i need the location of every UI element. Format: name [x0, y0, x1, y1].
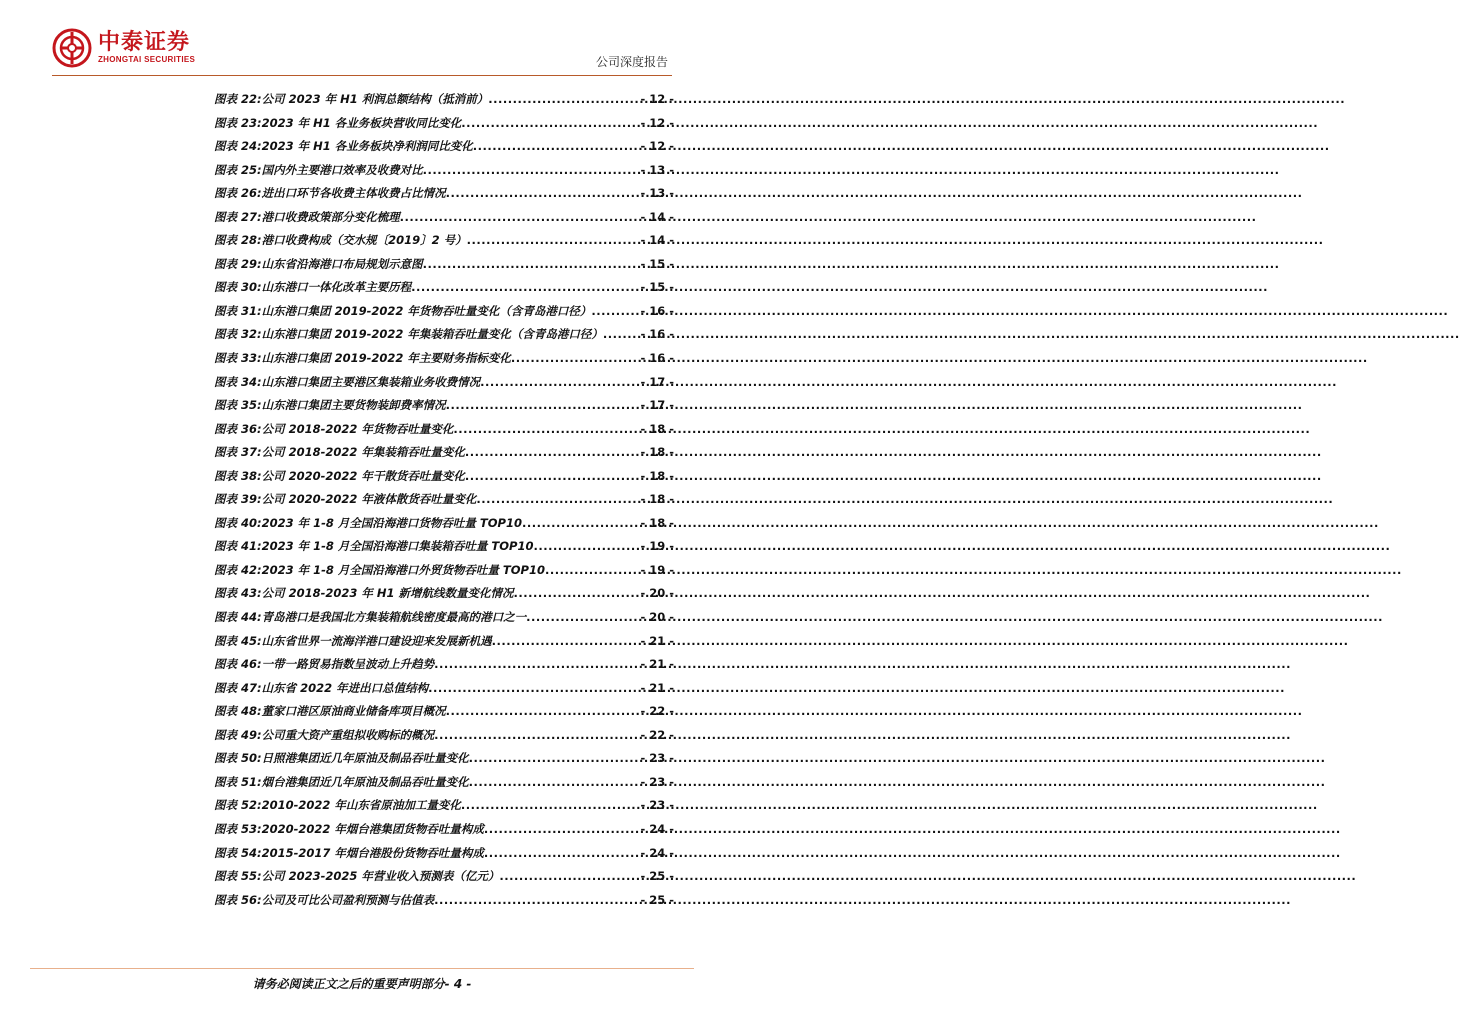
toc-entry-title: 2023 年 1-8 月全国沿海港口外贸货物吞吐量 TOP10	[261, 562, 545, 577]
toc-entry-label: 图表 52:	[214, 798, 262, 813]
toc-dot-leader	[522, 516, 640, 530]
toc-entry-label: 图表 39:	[214, 492, 262, 507]
toc-dot-leader	[411, 280, 640, 294]
brand-name-en: ZHONGTAI SECURITIES	[98, 55, 196, 64]
toc-entry-page: - 12 -	[640, 115, 674, 130]
page-header	[0, 0, 724, 80]
toc-entry[interactable]	[214, 115, 674, 139]
toc-entry-page: - 15 -	[640, 256, 674, 271]
toc-entry-page: - 20 -	[640, 610, 674, 625]
brand-logo	[52, 28, 195, 68]
toc-dot-leader	[591, 304, 640, 318]
toc-entry-title: 日照港集团近几年原油及制品吞吐量变化	[261, 751, 469, 766]
toc-entry[interactable]	[214, 185, 674, 209]
toc-entry-label: 图表 33:	[214, 351, 262, 366]
toc-entry-page: - 12 -	[640, 139, 674, 154]
toc-entry-page: - 22 -	[640, 704, 674, 719]
toc-entry[interactable]	[214, 892, 674, 916]
toc-entry-title: 公司 2018-2023 年 H1 新增航线数量变化情况	[261, 586, 514, 601]
toc-dot-leader	[499, 869, 640, 883]
toc-entry-page: - 17 -	[640, 398, 674, 413]
toc-entry-page: - 15 -	[640, 280, 674, 295]
toc-entry[interactable]	[214, 397, 674, 421]
toc-dot-leader	[434, 893, 640, 907]
toc-dot-leader	[526, 610, 640, 624]
toc-entry-label: 图表 48:	[214, 704, 262, 719]
toc-entry-page: - 19 -	[640, 539, 674, 554]
toc-dot-leader	[428, 681, 640, 695]
toc-entry-label: 图表 22:	[214, 92, 262, 106]
toc-dot-leader	[603, 327, 641, 341]
footer-divider	[30, 968, 694, 969]
toc-entry-title: 山东港口集团 2019-2022 年集装箱吞吐量变化（含青岛港口径）	[261, 327, 603, 342]
toc-entry[interactable]	[214, 656, 674, 680]
toc-entry-title: 公司及可比公司盈利预测与估值表	[261, 892, 435, 907]
page-footer	[0, 975, 724, 992]
toc-entry[interactable]	[214, 609, 674, 633]
toc-entry[interactable]	[214, 491, 674, 515]
toc-entry[interactable]	[214, 774, 674, 798]
header-divider	[52, 75, 672, 76]
toc-entry-page: - 16 -	[640, 351, 674, 366]
toc-entry[interactable]	[214, 845, 674, 869]
toc-dot-leader	[480, 375, 640, 389]
toc-dot-leader	[469, 751, 641, 765]
toc-entry-page: - 23 -	[640, 774, 674, 789]
toc-entry-page: - 18 -	[640, 445, 674, 460]
toc-entry-title: 山东港口一体化改革主要历程	[261, 280, 412, 295]
brand-name-cn: 中泰证券	[98, 30, 191, 55]
toc-entry-title: 董家口港区原油商业储备库项目概况	[261, 704, 446, 719]
toc-entry-label: 图表 51:	[214, 774, 262, 789]
toc-entry-label: 图表 41:	[214, 539, 262, 554]
toc-entry-page: - 19 -	[640, 562, 674, 577]
toc-entry[interactable]	[214, 91, 674, 115]
toc-entry-page: - 22 -	[640, 727, 674, 742]
toc-entry-title: 2010-2022 年山东省原油加工量变化	[261, 798, 461, 813]
toc-entry-label: 图表 34:	[214, 374, 262, 389]
toc-entry-title: 2023 年 H1 各业务板块营收同比变化	[261, 115, 462, 130]
toc-entry[interactable]	[214, 303, 674, 327]
toc-entry-label: 图表 28:	[214, 233, 262, 248]
toc-entry[interactable]	[214, 256, 674, 280]
toc-entry[interactable]	[214, 162, 674, 186]
footer-disclaimer: 请务必阅读正文之后的重要声明部分	[252, 977, 445, 991]
toc-entry-page: - 18 -	[640, 468, 674, 483]
figure-index-list	[214, 91, 674, 915]
toc-entry-label: 图表 45:	[214, 633, 262, 648]
toc-entry-label: 图表 38:	[214, 468, 262, 483]
toc-entry[interactable]	[214, 562, 674, 586]
toc-entry-page: - 13 -	[640, 162, 674, 177]
toc-entry[interactable]	[214, 279, 674, 303]
toc-entry-label: 图表 43:	[214, 586, 262, 601]
toc-entry-title: 2023 年 H1 各业务板块净利润同比变化	[261, 139, 473, 154]
toc-entry[interactable]	[214, 797, 674, 821]
toc-dot-leader	[492, 634, 641, 648]
toc-entry-label: 图表 25:	[214, 162, 262, 177]
toc-dot-leader	[423, 163, 641, 177]
toc-entry-title: 港口收费政策部分变化梳理	[261, 209, 400, 224]
toc-entry[interactable]	[214, 680, 674, 704]
toc-dot-leader	[467, 233, 641, 247]
toc-entry[interactable]	[214, 350, 674, 374]
toc-entry-page: - 21 -	[640, 657, 674, 672]
toc-entry[interactable]	[214, 821, 674, 845]
toc-entry-page: - 24 -	[640, 845, 674, 860]
toc-entry-title: 公司 2020-2022 年液体散货吞吐量变化	[261, 492, 477, 507]
toc-entry[interactable]	[214, 633, 674, 657]
toc-entry-title: 山东省沿海港口布局规划示意图	[261, 256, 423, 271]
toc-entry-label: 图表 42:	[214, 562, 262, 577]
toc-entry[interactable]	[214, 209, 674, 233]
toc-entry-label: 图表 29:	[214, 256, 262, 271]
toc-entry-label: 图表 40:	[214, 515, 262, 530]
toc-entry-label: 图表 36:	[214, 421, 262, 436]
toc-entry[interactable]	[214, 750, 674, 774]
toc-entry-label: 图表 53:	[214, 821, 262, 836]
toc-dot-leader	[423, 257, 641, 271]
toc-entry-title: 2023 年 1-8 月全国沿海港口集装箱吞吐量 TOP10	[261, 539, 534, 554]
toc-dot-leader	[476, 492, 640, 506]
toc-entry-label: 图表 49:	[214, 727, 262, 742]
toc-entry[interactable]	[214, 468, 674, 492]
toc-entry-page: - 14 -	[640, 233, 674, 248]
toc-entry-page: - 23 -	[640, 751, 674, 766]
toc-entry[interactable]	[214, 868, 674, 892]
toc-dot-leader	[446, 398, 641, 412]
toc-entry-label: 图表 32:	[214, 327, 262, 342]
toc-entry-page: - 25 -	[640, 892, 674, 907]
toc-entry-title: 一带一路贸易指数呈波动上升趋势	[261, 657, 435, 672]
toc-entry-label: 图表 37:	[214, 445, 262, 460]
toc-dot-leader	[473, 139, 641, 153]
toc-entry-title: 进出口环节各收费主体收费占比情况	[261, 186, 446, 201]
toc-dot-leader	[465, 445, 641, 459]
toc-dot-leader	[465, 469, 641, 483]
toc-dot-leader	[446, 186, 641, 200]
toc-entry-page: - 17 -	[640, 374, 674, 389]
toc-dot-leader	[533, 539, 640, 553]
toc-entry[interactable]	[214, 138, 674, 162]
toc-entry[interactable]	[214, 232, 674, 256]
toc-entry[interactable]	[214, 515, 674, 539]
toc-entry-page: - 16 -	[640, 327, 674, 342]
toc-entry-title: 公司重大资产重组拟收购标的概况	[261, 727, 435, 742]
toc-entry-title: 公司 2023-2025 年营业收入预测表（亿元）	[261, 869, 500, 884]
toc-entry-page: - 20 -	[640, 586, 674, 601]
toc-dot-leader	[434, 657, 640, 671]
toc-dot-leader	[511, 351, 641, 365]
toc-dot-leader	[400, 210, 641, 224]
toc-entry-label: 图表 26:	[214, 186, 262, 201]
toc-entry-title: 公司 2023 年 H1 利润总额结构（抵消前）	[261, 92, 489, 106]
toc-entry[interactable]	[214, 374, 674, 398]
toc-entry-page: - 16 -	[640, 303, 674, 318]
toc-entry[interactable]	[214, 727, 674, 751]
brand-text	[98, 31, 195, 65]
toc-entry-page: - 18 -	[640, 492, 674, 507]
toc-dot-leader	[469, 775, 641, 789]
toc-entry-page: - 12 -	[640, 92, 674, 106]
toc-entry-title: 国内外主要港口效率及收费对比	[261, 162, 423, 177]
toc-entry-label: 图表 50:	[214, 751, 262, 766]
toc-entry-title: 2020-2022 年烟台港集团货物吞吐量构成	[261, 821, 484, 836]
toc-entry[interactable]	[214, 538, 674, 562]
toc-entry-label: 图表 54:	[214, 845, 262, 860]
toc-dot-leader	[446, 704, 641, 718]
zhongtai-logo-icon	[52, 28, 92, 68]
toc-entry-page: - 23 -	[640, 798, 674, 813]
toc-dot-leader	[488, 92, 640, 106]
toc-entry-label: 图表 35:	[214, 398, 262, 413]
toc-dot-leader	[461, 798, 641, 812]
toc-entry-title: 公司 2018-2022 年货物吞吐量变化	[261, 421, 454, 436]
toc-entry-title: 山东省 2022 年进出口总值结构	[261, 680, 429, 695]
toc-entry-title: 公司 2018-2022 年集装箱吞吐量变化	[261, 445, 465, 460]
toc-entry-label: 图表 31:	[214, 303, 262, 318]
toc-dot-leader	[514, 586, 641, 600]
toc-entry-title: 山东港口集团主要货物装卸费率情况	[261, 398, 446, 413]
toc-entry-title: 2023 年 1-8 月全国沿海港口货物吞吐量 TOP10	[261, 515, 522, 530]
toc-dot-leader	[484, 822, 641, 836]
toc-entry-page: - 24 -	[640, 821, 674, 836]
toc-entry-page: - 13 -	[640, 186, 674, 201]
toc-entry-page: - 18 -	[640, 515, 674, 530]
toc-entry-label: 图表 24:	[214, 139, 262, 154]
toc-entry-title: 山东港口集团主要港区集装箱业务收费情况	[261, 374, 481, 389]
report-type: 公司深度报告	[595, 55, 668, 69]
toc-entry-label: 图表 46:	[214, 657, 262, 672]
toc-dot-leader	[434, 728, 640, 742]
toc-entry-page: - 14 -	[640, 209, 674, 224]
toc-entry-title: 公司 2020-2022 年干散货吞吐量变化	[261, 468, 465, 483]
toc-entry-label: 图表 44:	[214, 610, 262, 625]
toc-entry[interactable]	[214, 444, 674, 468]
toc-entry-title: 烟台港集团近几年原油及制品吞吐量变化	[261, 774, 469, 789]
toc-entry-label: 图表 47:	[214, 680, 262, 695]
toc-entry[interactable]	[214, 326, 674, 350]
toc-entry[interactable]	[214, 703, 674, 727]
toc-entry-title: 青岛港口是我国北方集装箱航线密度最高的港口之一	[261, 610, 527, 625]
toc-entry-title: 山东港口集团 2019-2022 年主要财务指标变化	[261, 351, 511, 366]
toc-entry[interactable]	[214, 585, 674, 609]
toc-entry-label: 图表 55:	[214, 869, 262, 884]
toc-entry-label: 图表 56:	[214, 892, 262, 907]
toc-entry-label: 图表 30:	[214, 280, 262, 295]
footer-page-number: - 4 -	[444, 977, 472, 991]
toc-entry-page: - 25 -	[640, 869, 674, 884]
toc-entry-label: 图表 27:	[214, 209, 262, 224]
toc-entry-title: 2015-2017 年烟台港股份货物吞吐量构成	[261, 845, 484, 860]
toc-dot-leader	[461, 116, 640, 130]
toc-dot-leader	[484, 846, 641, 860]
toc-entry-title: 港口收费构成（交水规〔2019〕2 号）	[261, 233, 467, 248]
toc-dot-leader	[545, 563, 640, 577]
toc-entry-page: - 18 -	[640, 421, 674, 436]
toc-entry-label: 图表 23:	[214, 115, 262, 130]
toc-entry[interactable]	[214, 421, 674, 445]
toc-entry-title: 山东省世界一流海洋港口建设迎来发展新机遇	[261, 633, 492, 648]
toc-entry-title: 山东港口集团 2019-2022 年货物吞吐量变化（含青岛港口径）	[261, 303, 592, 318]
toc-entry-page: - 21 -	[640, 680, 674, 695]
toc-dot-leader	[453, 422, 640, 436]
toc-entry-page: - 21 -	[640, 633, 674, 648]
